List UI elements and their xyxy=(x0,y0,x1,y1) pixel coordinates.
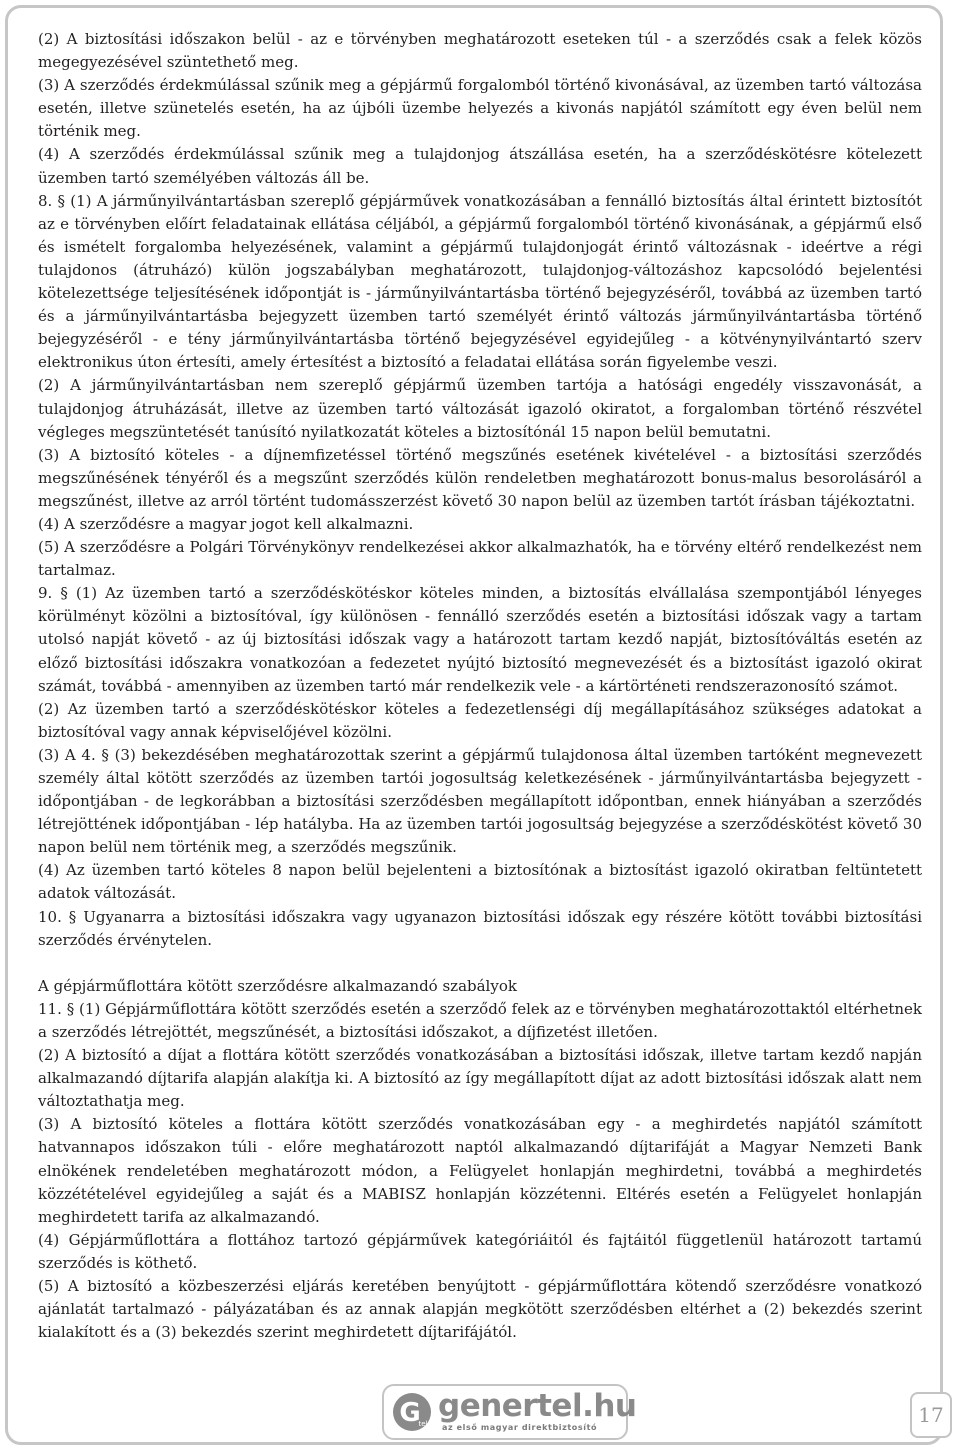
logo-tagline: az első magyar direktbiztosító xyxy=(442,1423,598,1432)
paragraph: (2) A biztosító a díjat a flottára kötött szerződés vonatkozásában a biztosítási időszak, illetve tartam kezdő napján alkalmazandó díjtarifa alapján alakítja ki. A biztosító az így megállapított díjat az adott biztosítási időszak alatt nem változtathatja meg. xyxy=(38,1046,922,1111)
logo-letter: G xyxy=(399,1398,421,1428)
genertel-g-icon xyxy=(392,1392,432,1432)
section-heading: A gépjárműflottára kötött szerződésre alkalmazandó szabályok xyxy=(38,976,517,995)
paragraph: (4) A szerződésre a magyar jogot kell alkalmazni. xyxy=(38,514,414,533)
paragraph: (4) Gépjárműflottára a flottához tartozó gépjárművek kategóriáitól és fajtáitól függetlenül határozott tartamú szerződés is köthető. xyxy=(38,1230,922,1272)
paragraph: 10. § Ugyanarra a biztosítási időszakra vagy ugyanazon biztosítási időszak egy részére kötött további biztosítási szerződés érvénytelen. xyxy=(38,907,922,949)
page-number: 17 xyxy=(910,1392,952,1438)
paragraph: (3) A biztosító köteles a flottára kötött szerződés vonatkozásában egy - a meghirdetés napjától számított hatvannapos időszakon túli - előre meghatározott naptól alkalmazandó díjtarifáját a Magyar Nemzeti Bank elnökének rendeletében meghatározott módon, a Felügyelet honlapján meghirdetni, továbbá a meghirdetés közzétételével egyidejűleg a saját és a MABISZ honlapján közzétenni. Eltérés esetén a Felügyelet honlapján meghirdetett tarifa az alkalmazandó. xyxy=(38,1115,922,1226)
paragraph: (3) A szerződés érdekmúlással szűnik meg a gépjármű forgalomból történő kivonásával, az üzemben tartó változása esetén, illetve szünetelés esetén, ha az újbóli üzembe helyezés a kivonás napjától számított egy éven belül nem történik meg. xyxy=(38,76,922,141)
paragraph: (5) A szerződésre a Polgári Törvénykönyv rendelkezései akkor alkalmazhatók, ha e törvény eltérő rendelkezést nem tartalmaz. xyxy=(38,538,922,580)
paragraph: (2) A járműnyilvántartásban nem szereplő gépjármű üzemben tartója a hatósági engedély visszavonását, a tulajdonjog átruházását, illetve az üzemben tartó változását igazoló okiratot, a forgalomban történő részvétel végleges megszüntetését tanúsító nyilatkozatát köteles a biztosítónál 15 napon belül bemutatni. xyxy=(38,376,922,441)
paragraph: (3) A 4. § (3) bekezdésében meghatározottak szerint a gépjármű tulajdonosa által üzemben tartóként megnevezett személy által kötött szerződés az üzemben tartói jogosultság keletkezésének - járműnyilvántartásba bejegyzett - időpontjában - de legkorábban a biztosítási szerződésben megállapított időpontban, ennek hiányában a szerződés létrejöttének időpontjában - lép hatályba. Ha az üzemben tartói jogosultság bejegyzése a szerződéskötést követő 30 napon belül nem történik meg, a szerződés megszűnik. xyxy=(38,745,922,857)
paragraph: (2) Az üzemben tartó a szerződéskötéskor köteles a fedezetlenségi díj megállapításához szükséges adatokat a biztosítóval vagy annak képviselőjével közölni. xyxy=(38,699,922,741)
paragraph: (4) A szerződés érdekmúlással szűnik meg a tulajdonjog átszállása esetén, ha a szerződéskötésre kötelezett üzemben tartó személyében változás áll be. xyxy=(38,145,922,187)
paragraph: 8. § (1) A járműnyilvántartásban szereplő gépjárművek vonatkozásában a fennálló biztosítás által érintett biztosítót az e törvényben előírt feladatainak ellátása céljából, a gépjármű forgalomból történő kivonásának, a gépjármű első és ismételt forgalomba helyezésének, valamint a gépjármű tulajdonjogát érintő változásnak - ideértve a régi tulajdonos (átruházó) külön jogszabályban meghatározott, tulajdonjog-változáshoz kapcsolódó bejelentési kötelezettsége teljesítésének időpontját is - járműnyilvántartásba történő bejegyzéséről, továbbá az üzemben tartó és a járműnyilvántartásba bejegyzett üzemben tartó személyét érintő változás járműnyilvántartásba történő bejegyzéséről - e tény járműnyilvántartásba történő bejegyzésével egyidejűleg - a kötvénynyilvántartó szerv elektronikus úton értesíti, amely értesítést a biztosító a feladatai ellátása során figyelembe veszi. xyxy=(38,191,922,372)
paragraph: 11. § (1) Gépjárműflottára kötött szerződés esetén a szerződő felek az e törvényben meghatározottaktól eltérhetnek a szerződés létrejöttét, megszűnését, a biztosítási időszakot, a díjfizetést illetően. xyxy=(38,999,922,1041)
document-body xyxy=(38,28,922,1344)
genertel-logo xyxy=(382,1384,637,1440)
paragraph: 9. § (1) Az üzemben tartó a szerződéskötéskor köteles minden, a biztosítás elvállalása szempontjából lényeges körülményt közölni a biztosítóval, így különösen - fennálló szerződés esetén a biztosítási időszak vagy a tartam utolsó napját követő - az új biztosítási időszak vagy a határozott tartam kezdő napját, biztosítóváltás esetén az előző biztosítási időszakra vonatkozóan a fedezetet nyújtó biztosító megnevezését és a biztosítást igazoló okirat számát, továbbá - amennyiben az üzemben tartó már rendelkezik vele - a kártörténeti rendszerazonosító számot. xyxy=(38,584,922,695)
paragraph: (3) A biztosító köteles - a díjnemfizetéssel történő megszűnés esetének kivételével - a biztosítási szerződés megszűnésének tényéről és a megszűnt szerződés külön rendeletben meghatározott bonus-malus besorolásáról a megszűnést, illetve az arról történt tudomásszerzést követő 30 napon belül az üzemben tartót írásban tájékoztatni. xyxy=(38,445,922,510)
logo-tel: tel xyxy=(418,1420,428,1428)
paragraph: (5) A biztosító a közbeszerzési eljárás keretében benyújtott - gépjárműflottára kötendő szerződésre vonatkozó ajánlatát tartalmazó - pályázatában és az annak alapján megkötött szerződésben eltérhet a (2) bekezdés szerint kialakított és a (3) bekezdés szerint meghirdetett díjtarifájától. xyxy=(38,1276,922,1342)
paragraph: (2) A biztosítási időszakon belül - az e törvényben meghatározott eseteken túl - a szerződés csak a felek közös megegyezésével szüntethető meg. xyxy=(38,30,922,72)
paragraph: (4) Az üzemben tartó köteles 8 napon belül bejelenteni a biztosítónak a biztosítást igazoló okiratban feltüntetett adatok változását. xyxy=(38,861,922,903)
logo-name: genertel.hu xyxy=(438,1388,637,1424)
